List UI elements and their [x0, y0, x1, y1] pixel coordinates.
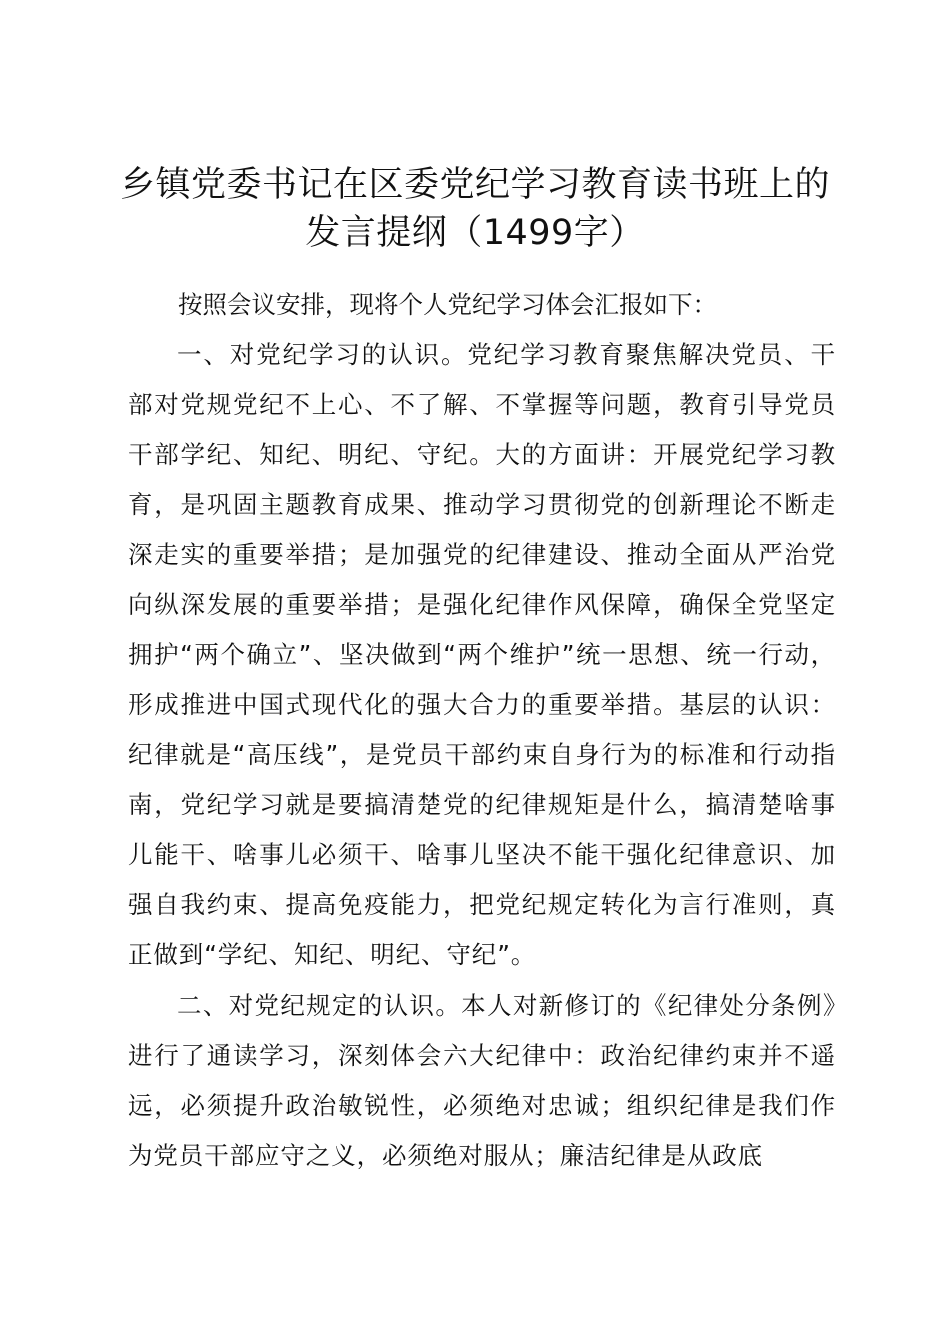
intro-paragraph: 按照会议安排，现将个人党纪学习体会汇报如下： — [178, 290, 717, 319]
paragraph-1: 一、对党纪学习的认识。党纪学习教育聚焦解决党员、干部对党规党纪不上心、不了解、不掌握等问题，教育引导党员干部学纪、知纪、明纪、守纪。大的方面讲：开展党纪学习教育，是巩固主题教育成果、推动学习贯彻党的创新理论不断走深走实的重要举措；是加强党的纪律建设、推动全面从严治党向纵深发展的重要举措；是强化纪律作风保障，确保全党坚定拥护“两个确立”、坚决做到“两个维护”统一思想、统一行动，形成推进中国式现代化的强大合力的重要举措。基层的认识：纪律就是“高压线”，是党员干部约束自身行为的标准和行动指南，党纪学习就是要搞清楚党的纪律规矩是什么，搞清楚啥事儿能干、啥事儿必须干、啥事儿坚决不能干强化纪律意识、加强自我约束、提高免疫能力，把党纪规定转化为言行准则，真正做到“学纪、知纪、明纪、守纪”。 — [128, 340, 836, 969]
paragraph-2: 二、对党纪规定的认识。本人对新修订的《纪律处分条例》进行了通读学习，深刻体会六大纪律中：政治纪律约束并不遥远，必须提升政治敏锐性，必须绝对忠诚；组织纪律是我们作为党员干部应守之义，必须绝对服从；廉洁纪律是从政底 — [128, 991, 836, 1170]
document-title-line-2: 发言提纲（1499字） — [305, 213, 645, 253]
document-title-line-1: 乡镇党委书记在区委党纪学习教育读书班上的 — [119, 165, 830, 205]
